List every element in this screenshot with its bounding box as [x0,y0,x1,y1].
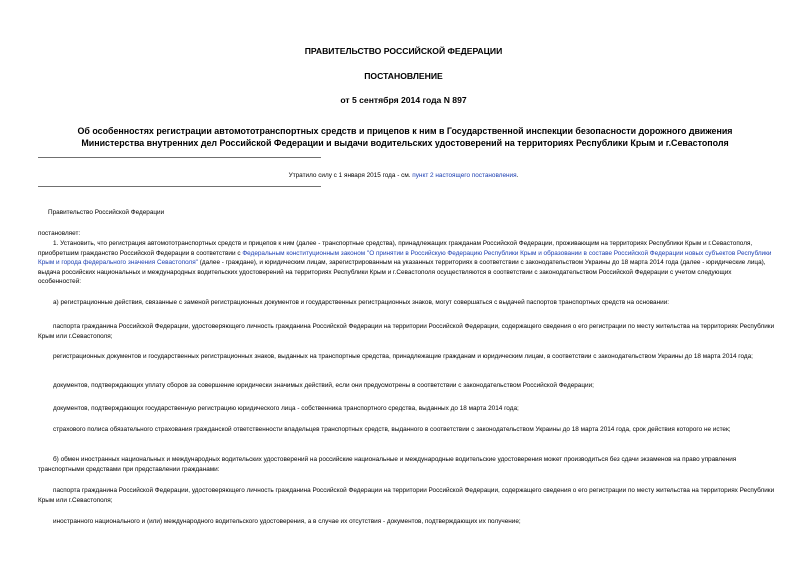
top-divider [38,157,321,158]
paragraph-a-item-4: документов, подтверждающих государственную регистрацию юридического лица - собственника транспортного средства, выданных до 18 марта 2014 года; [53,405,519,412]
paragraph-1 [38,239,775,287]
bottom-divider [38,186,321,187]
paragraph-b-item-1: паспорта гражданина Российской Федерации, удостоверяющего личность гражданина Российской Федерации на территории Российской Федерации, содержащего сведения о его регистрации по месту жительства на территориях Республики Крым или г.Севастополя; [38,487,775,504]
paragraph-a-item-1: паспорта гражданина Российской Федерации, удостоверяющего личность гражданина Российской Федерации на территории Российской Федерации, содержащего сведения о его регистрации по месту жительства на территориях Республики Крым или г.Севастополя; [38,323,775,340]
document-type-heading: ПОСТАНОВЛЕНИЕ [364,71,443,81]
paragraph-b: б) обмен иностранных национальных и международных водительских удостоверений на российские национальные и международные водительские удостоверения может производиться без сдачи экзаменов на право управления транспортными средствами при представлении гражданами: [38,456,737,473]
paragraph-a: а) регистрационные действия, связанные с заменой регистрационных документов и государственных регистрационных знаков, могут совершаться с выдачей паспортов транспортных средств на основании: [53,299,670,306]
paragraph-b-item-2: иностранного национального и (или) международного водительского удостоверения, а в случае их отсутствия - документов, подтверждающих их получение; [53,518,521,525]
paragraph-a-item-2: регистрационных документов и государственных регистрационных знаков, выданных на транспортные средства, принадлежащие гражданам и юридическим лицам, в соответствии с законодательством Украины до 18 марта 2014 года; [53,353,753,360]
paragraph-a-item-3: документов, подтверждающих уплату сборов за совершение юридически значимых действий, если они предусмотрены в соответствии с законодательством Российской Федерации; [53,382,594,389]
paragraph-1-text-b: (далее - граждане), и юридическим лицам, зарегистрированным на указанных территориях в соответствии с законодательством Украины до 18 марта 2014 года (далее - юридические лица), выдача российских национальных и международных водительских удостоверений на территориях Республики Крым и г.Севастополя осуществляются в соответствии с законодательством Российской Федерации с учетом следующих особенностей: [38,259,766,286]
repeal-notice-link[interactable]: пункт 2 настоящего постановления [412,172,517,179]
document-title: Об особенностях регистрации автомототранспортных средств и прицепов к ним в Государственной инспекции безопасности дорожного движения Министерства внутренних дел Российской Федерации и выдачи водительских удостоверений на территориях Республики Крым и г.Севастополя [77,126,733,148]
repeal-notice [0,171,807,180]
repeal-notice-text: Утратило силу с 1 января 2015 года - см. [288,172,413,179]
date-number-heading: от 5 сентября 2014 года N 897 [340,95,467,105]
resolves-line: постановляет: [38,230,81,237]
federal-law-link[interactable]: Федеральным конституционным законом "О принятии в Российскую Федерацию Республики Крым и образовании в составе Российской Федерации новых субъектов Республики Крым и города федерального значения Севастополя" [38,249,772,267]
issuer-line: Правительство Российской Федерации [48,209,165,216]
paragraph-1-text-a: 1. Установить, что регистрация автомототранспортных средств и прицепов к ним (далее - транспортные средства), принадлежащих гражданам Российской Федерации, проживающим на территориях Республики Крым и г.Севастополя, приобретшим гражданство Российской Федерации в соответствии с [38,240,753,257]
paragraph-a-item-5: страхового полиса обязательного страхования гражданской ответственности владельцев транспортных средств, выданного в соответствии с законодательством Украины до 18 марта 2014 года, срок действия которого не истек; [53,426,731,433]
repeal-notice-end: . [516,172,519,179]
government-heading: ПРАВИТЕЛЬСТВО РОССИЙСКОЙ ФЕДЕРАЦИИ [304,46,503,56]
